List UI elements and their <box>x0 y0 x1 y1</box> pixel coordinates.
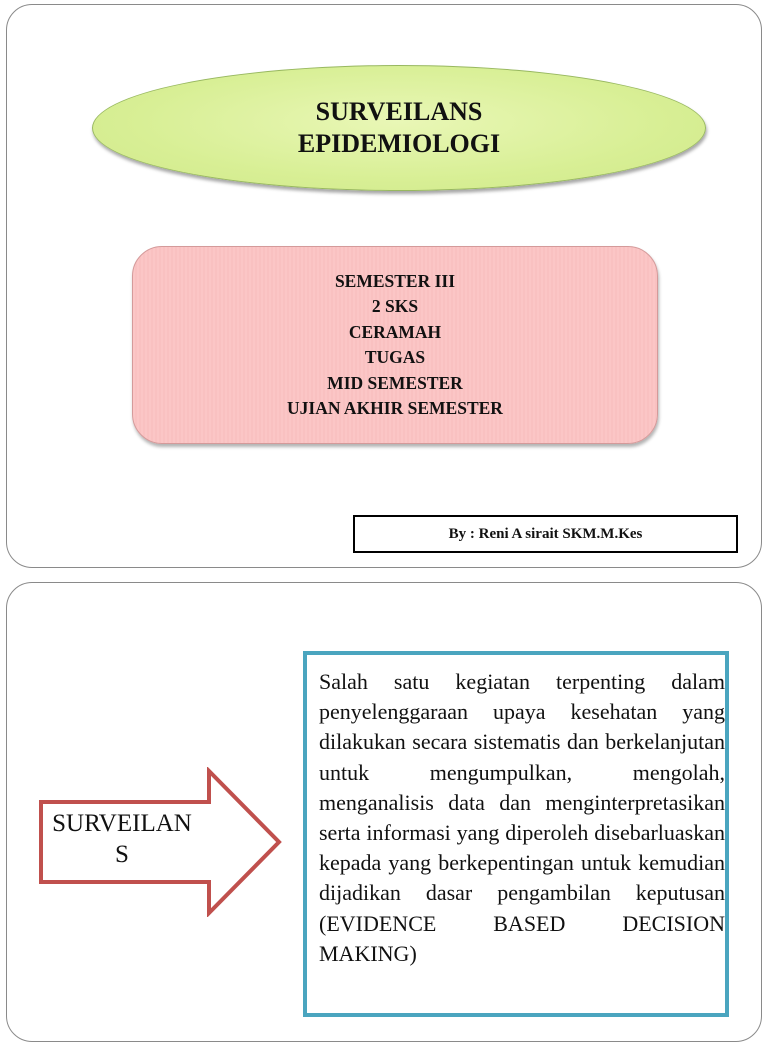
title-line-1: SURVEILANS <box>315 97 483 126</box>
slide-1 <box>6 4 762 568</box>
course-item: TUGAS <box>364 347 426 367</box>
arrow-label-line-2: S <box>115 841 129 868</box>
course-item: MID SEMESTER <box>327 372 463 393</box>
course-item: SEMESTER III <box>334 270 456 291</box>
course-item: UJIAN AKHIR SEMESTER <box>287 398 503 418</box>
slide-title <box>298 96 500 160</box>
arrow-label <box>47 808 197 870</box>
arrow-label-line-1: SURVEILAN <box>52 810 192 837</box>
course-info-box <box>132 246 658 444</box>
title-line-2: EPIDEMIOLOGI <box>297 129 501 158</box>
definition-box <box>303 651 729 1017</box>
course-item: 2 SKS <box>371 296 419 316</box>
slide-2 <box>6 582 762 1042</box>
author-box: By : Reni A sirait SKM.M.Kes <box>353 515 738 553</box>
definition-text: Salah satu kegiatan terpenting dalam penyelenggaraan upaya kesehatan yang dilakukan secara sistematis dan berkelanjutan untuk mengumpulkan, mengolah, menganalisis data dan menginterpretasikan serta informasi yang diperoleh disebarluaskan kepada yang berkepentingan untuk kemudian dijadikan dasar pengambilan keputusan (EVIDENCE BASED DECISION MAKING) <box>319 669 725 966</box>
title-ellipse <box>92 65 706 191</box>
course-item: CERAMAH <box>348 321 442 342</box>
